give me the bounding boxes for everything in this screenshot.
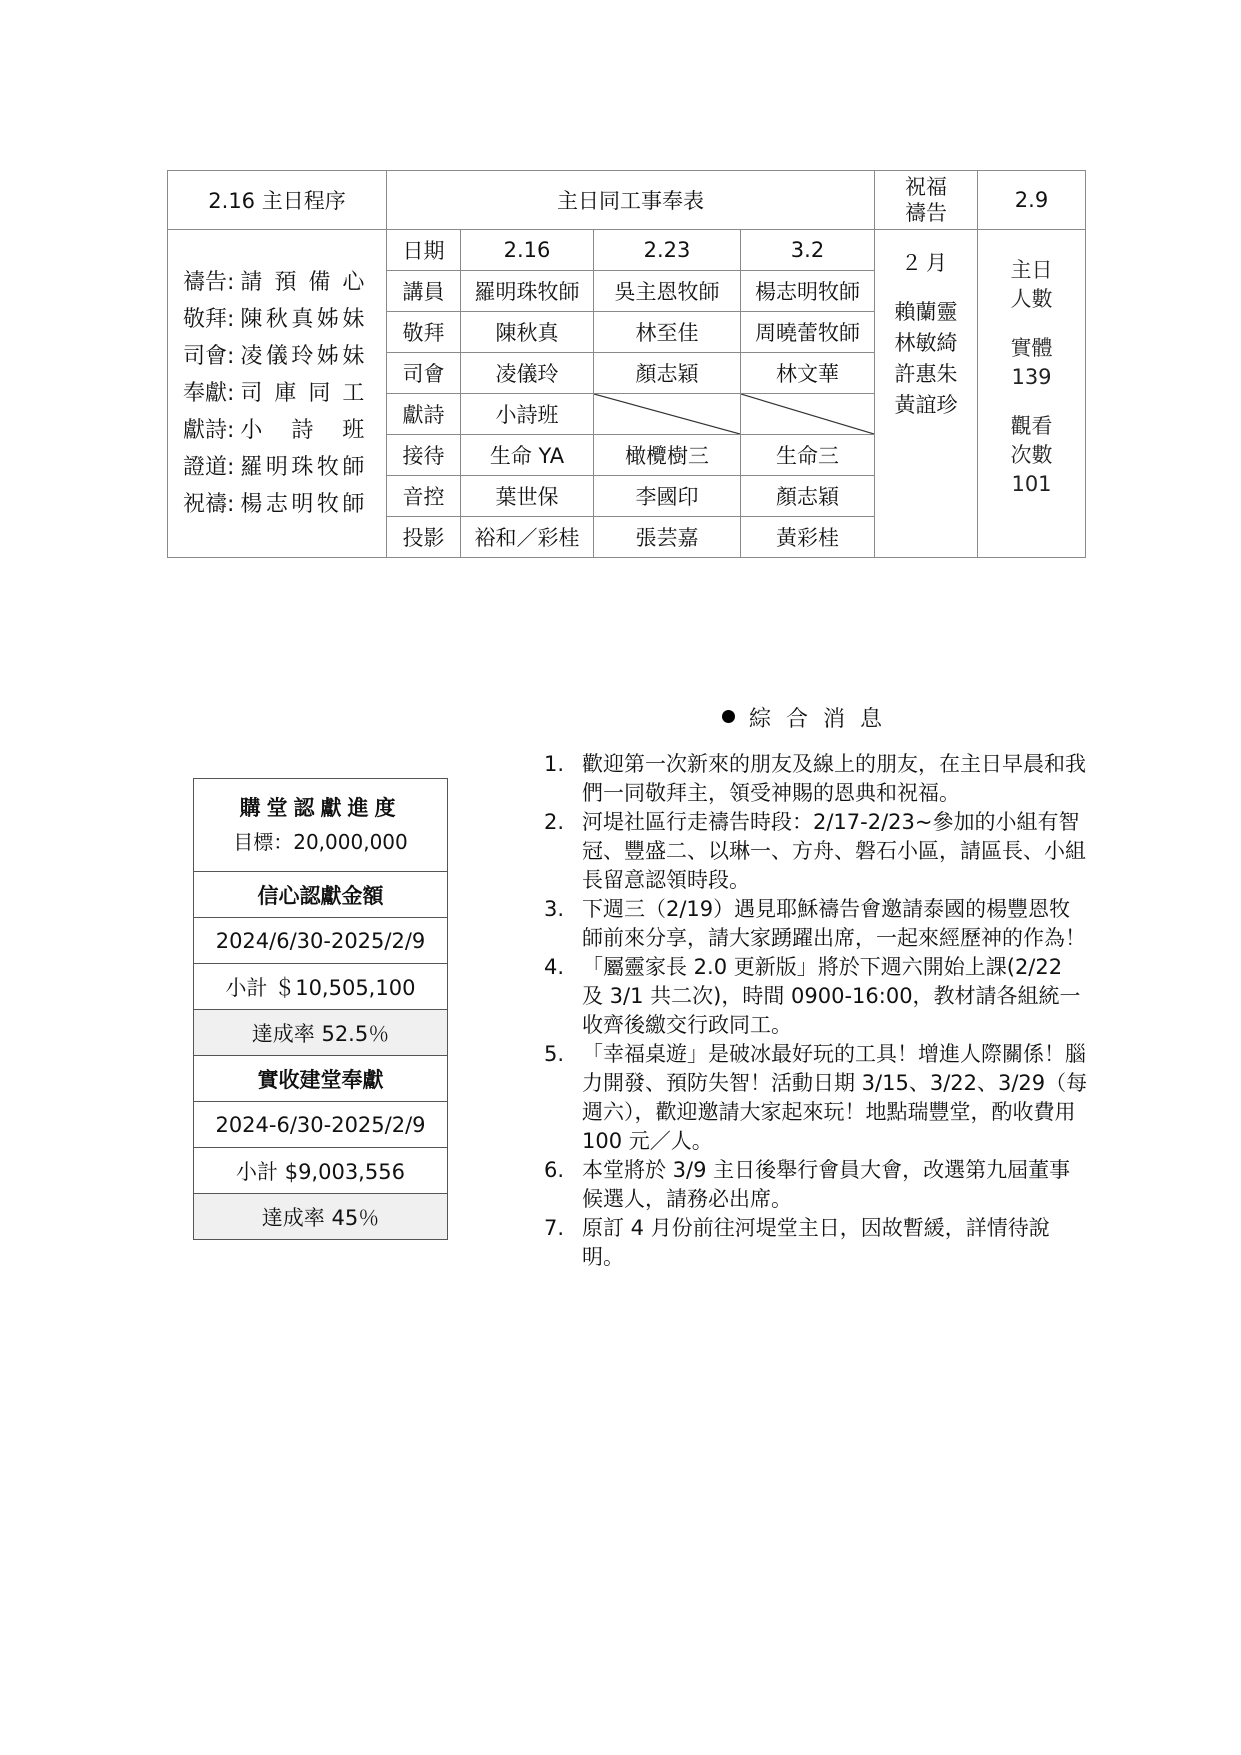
blessing-name: 許惠朱 — [894, 362, 958, 386]
attendance-sunday-label — [978, 256, 1085, 314]
roster-role: 接待 — [387, 435, 461, 476]
roster-empty-cell — [594, 394, 741, 435]
roster-title: 主日同工事奉表 — [387, 171, 875, 230]
roster-cell: 生命 YA — [461, 435, 594, 476]
order-role: 禱告: — [183, 270, 235, 295]
news-item-text: 河堤社區行走禱告時段：2/17-2/23~參加的小組有智冠、豐盛二、以琳一、方舟、磐石小區，請區長、小組長留意認領時段。 — [582, 810, 1086, 892]
roster-cell: 羅明珠牧師 — [461, 271, 594, 312]
roster-header-week: 2.16 — [461, 230, 594, 271]
roster-cell: 林文華 — [741, 353, 875, 394]
order-role: 敬拜: — [183, 307, 235, 332]
roster-cell: 張芸嘉 — [594, 517, 741, 558]
roster-role: 司會 — [387, 353, 461, 394]
roster-cell: 楊志明牧師 — [741, 271, 875, 312]
order-person: 請預備心 — [240, 270, 365, 295]
fund-target: 目標：20,000,000 — [233, 830, 408, 854]
order-item — [183, 412, 386, 449]
roster-cell: 林至佳 — [594, 312, 741, 353]
roster-cell: 黃彩桂 — [741, 517, 875, 558]
order-item — [183, 301, 386, 338]
actual-rate: 達成率 45％ — [194, 1194, 448, 1240]
news-heading — [722, 702, 897, 733]
news-item — [542, 953, 1088, 1040]
bullet-dot-icon — [722, 710, 735, 723]
news-list — [542, 750, 1088, 1272]
blessing-name: 黃誼珍 — [894, 393, 958, 417]
attendance-sunday-label-line: 主日 — [1010, 258, 1053, 282]
news-item-number: 5. — [544, 1042, 565, 1066]
order-role: 司會: — [183, 344, 235, 369]
roster-cell: 李國印 — [594, 476, 741, 517]
news-item — [542, 808, 1088, 895]
order-item — [183, 264, 386, 301]
attendance-sunday-label-line: 人數 — [1010, 287, 1053, 311]
sunday-order-cell — [168, 230, 387, 558]
roster-cell: 葉世保 — [461, 476, 594, 517]
order-role: 證道: — [183, 455, 235, 480]
attendance-physical-label: 實體 — [1010, 336, 1053, 360]
blessing-date: 2.9 — [978, 171, 1086, 230]
actual-period: 2024-6/30-2025/2/9 — [194, 1102, 448, 1148]
order-role: 獻詩: — [183, 418, 235, 443]
pledge-rate: 達成率 52.5％ — [194, 1010, 448, 1056]
order-person: 凌儀玲姊妹 — [240, 344, 365, 369]
news-item-number: 7. — [544, 1216, 565, 1240]
news-item-number: 1. — [544, 752, 565, 776]
order-role: 祝禱: — [183, 492, 235, 517]
fund-title: 購堂認獻進度 — [239, 796, 402, 820]
roster-cell: 生命三 — [741, 435, 875, 476]
roster-role: 投影 — [387, 517, 461, 558]
fund-title-cell — [194, 779, 448, 872]
roster-cell: 裕和／彩桂 — [461, 517, 594, 558]
news-item-number: 3. — [544, 897, 565, 921]
roster-role: 講員 — [387, 271, 461, 312]
news-item-text: 「幸福桌遊」是破冰最好玩的工具！增進人際關係！腦力開發、預防失智！活動日期 3/15、3/22、3/29（每週六），歡迎邀請大家起來玩！地點瑞豐堂，酌收費用 100 元／人。 — [582, 1042, 1088, 1153]
order-item — [183, 338, 386, 375]
roster-header-date: 日期 — [387, 230, 461, 271]
attendance-views — [978, 412, 1085, 499]
order-role: 奉獻: — [183, 381, 235, 406]
blessing-name: 賴蘭靈 — [894, 300, 958, 324]
diagonal-slash — [594, 394, 740, 434]
roster-role: 敬拜 — [387, 312, 461, 353]
roster-cell: 吳主恩牧師 — [594, 271, 741, 312]
roster-header-week: 2.23 — [594, 230, 741, 271]
blessing-month: ２月 — [901, 251, 951, 275]
pledge-period: 2024/6/30-2025/2/9 — [194, 918, 448, 964]
pledge-header: 信心認獻金額 — [194, 872, 448, 918]
attendance-physical-count: 139 — [1011, 365, 1052, 389]
roster-cell: 顏志穎 — [741, 476, 875, 517]
news-item — [542, 1214, 1088, 1272]
attendance-views-count: 101 — [1011, 472, 1052, 496]
news-item-text: 「屬靈家長 2.0 更新版」將於下週六開始上課(2/22 及 3/1 共二次)，時間 0900-16:00，教材請各組統一收齊後繳交行政同工。 — [582, 955, 1081, 1037]
sunday-order-list — [168, 264, 386, 523]
pledge-subtotal: 小計 ＄10,505,100 — [194, 964, 448, 1010]
order-person: 羅明珠牧師 — [240, 455, 365, 480]
attendance-physical — [978, 334, 1085, 392]
news-item — [542, 895, 1088, 953]
news-item-number: 6. — [544, 1158, 565, 1182]
news-item-text: 原訂 4 月份前往河堤堂主日，因故暫緩，詳情待說明。 — [582, 1216, 1050, 1269]
roster-role: 音控 — [387, 476, 461, 517]
news-item-number: 2. — [544, 810, 565, 834]
order-item — [183, 486, 386, 523]
blessing-title-line: 禱告 — [905, 201, 947, 225]
order-item — [183, 375, 386, 412]
blessing-cell — [875, 230, 978, 558]
roster-cell: 陳秋真 — [461, 312, 594, 353]
news-item-text: 本堂將於 3/9 主日後舉行會員大會，改選第九屆董事候選人，請務必出席。 — [582, 1158, 1071, 1211]
news-item — [542, 750, 1088, 808]
building-fund-table — [193, 778, 448, 1240]
roster-cell: 凌儀玲 — [461, 353, 594, 394]
attendance-cell — [978, 230, 1086, 558]
roster-empty-cell — [741, 394, 875, 435]
news-item — [542, 1156, 1088, 1214]
news-item — [542, 1040, 1088, 1156]
actual-header: 實收建堂奉獻 — [194, 1056, 448, 1102]
roster-header-week: 3.2 — [741, 230, 875, 271]
roster-cell: 橄欖樹三 — [594, 435, 741, 476]
roster-cell: 周曉蕾牧師 — [741, 312, 875, 353]
actual-subtotal: 小計 $9,003,556 — [194, 1148, 448, 1194]
order-item — [183, 449, 386, 486]
blessing-title — [875, 171, 978, 230]
attendance-views-label-line: 觀看 — [1010, 414, 1053, 438]
roster-role: 獻詩 — [387, 394, 461, 435]
news-heading-text: 綜合消息 — [749, 707, 898, 732]
attendance-views-label-line: 次數 — [1010, 443, 1053, 467]
blessing-title-line: 祝福 — [905, 175, 947, 199]
order-person: 小詩班 — [240, 418, 365, 443]
news-item-text: 歡迎第一次新來的朋友及線上的朋友，在主日早晨和我們一同敬拜主，領受神賜的恩典和祝福。 — [582, 752, 1086, 805]
roster-cell: 小詩班 — [461, 394, 594, 435]
roster-cell: 顏志穎 — [594, 353, 741, 394]
order-person: 司庫同工 — [240, 381, 365, 406]
news-item-text: 下週三（2/19）遇見耶穌禱告會邀請泰國的楊豐恩牧師前來分享，請大家踴躍出席，一起來經歷神的作為！ — [582, 897, 1086, 950]
order-person: 陳秋真姊妹 — [240, 307, 365, 332]
service-schedule-table — [167, 170, 1086, 558]
diagonal-slash — [741, 394, 874, 434]
program-title: 2.16 主日程序 — [168, 171, 387, 230]
news-item-number: 4. — [544, 955, 565, 979]
blessing-name: 林敏綺 — [894, 331, 958, 355]
order-person: 楊志明牧師 — [240, 492, 365, 517]
